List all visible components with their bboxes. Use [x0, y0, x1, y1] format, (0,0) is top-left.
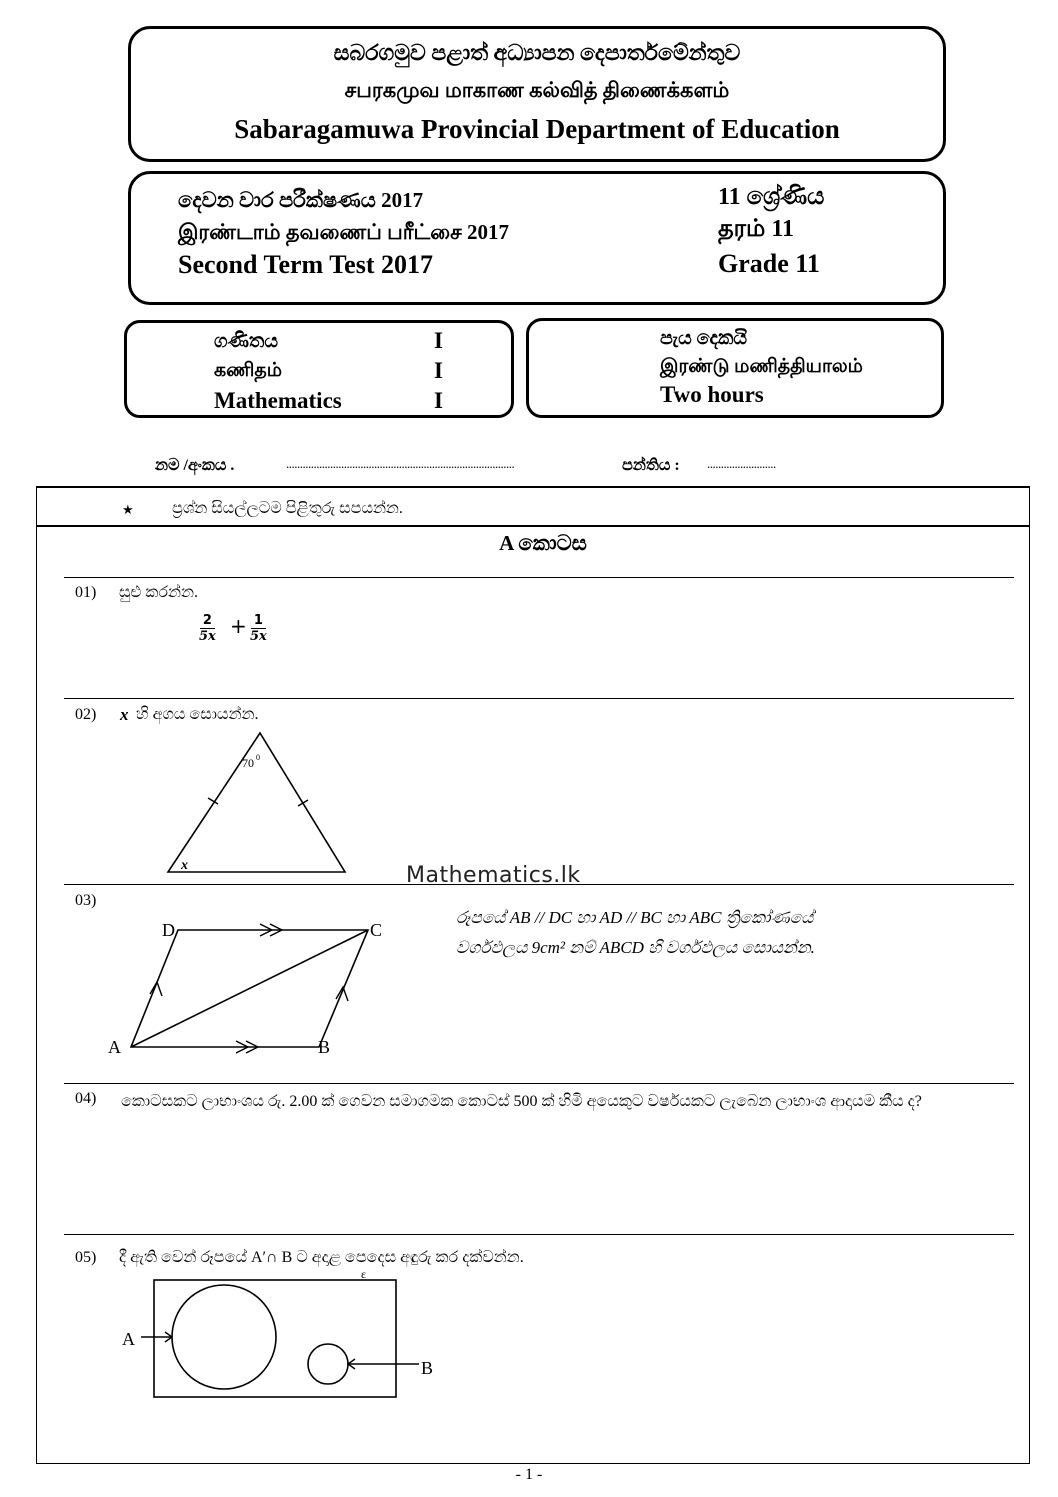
subject-paper-tamil: I: [434, 358, 443, 383]
q3-label-c: C: [370, 920, 383, 940]
q1-fraction-2: [250, 613, 267, 645]
q5-text: දී ඇති වෙන් රූපයේ A′∩ B ට අදාළ පෙදෙස අඳුරු කර දක්වන්න.: [119, 1249, 524, 1266]
q5-set-a: [172, 1285, 276, 1389]
instruction-bottom-rule: [36, 525, 1030, 527]
q4-top-rule: [64, 1083, 1014, 1084]
q3-number: 03): [75, 892, 97, 909]
term-sinhala: දෙවන වාර පරීක්ෂණය 2017: [178, 188, 424, 212]
q1-number: 01): [75, 584, 97, 601]
q2-text: හි අගය සොයන්න.: [136, 706, 259, 723]
q1-frac1-numerator: 2: [200, 613, 215, 629]
q5-label-a: A: [122, 1329, 135, 1349]
grade-tamil: தரம் 11: [718, 216, 795, 242]
q2-equal-mark-right: [298, 800, 308, 806]
q3-diagonal-ac: [131, 930, 368, 1047]
dept-english: Sabaragamuwa Provincial Department of Education: [234, 114, 840, 144]
class-label: පන්තිය :: [622, 457, 680, 474]
q1-frac2-denominator: 5x: [250, 629, 267, 644]
q2-angle-label: 70: [242, 756, 254, 770]
q1-top-rule: [64, 577, 1014, 578]
subject-name-sinhala: ගණිතය: [214, 331, 279, 352]
subject-name-english: Mathematics: [214, 388, 342, 413]
duration-sinhala: පැය දෙකයි: [660, 328, 748, 349]
instruction-star: ★: [122, 502, 134, 517]
term-tamil: இரண்டாம் தவணைப் பரீட்சை 2017: [178, 220, 510, 244]
q5-label-b: B: [421, 1358, 434, 1378]
q2-variable: x: [120, 705, 129, 724]
q2-top-rule: [64, 698, 1014, 699]
q3-text-line2: වර්ගඵලය 9cm² නම් ABCD හි වර්ගඵලය සොයන්න.: [456, 938, 815, 957]
q1-plus: +: [230, 614, 247, 638]
q3-label-d: D: [162, 920, 175, 940]
q1-text: සුළු කරන්න.: [119, 584, 198, 601]
grade-english: Grade 11: [718, 249, 820, 278]
q3-label-a: A: [108, 1037, 121, 1057]
q2-number: 02): [75, 706, 97, 723]
name-label: නම /අංකය .: [155, 457, 235, 474]
q5-top-rule: [64, 1234, 1014, 1235]
q2-triangle-diagram: [160, 725, 360, 880]
q1-fraction-1: [199, 613, 216, 645]
q3-text-line1: රූපයේ AB // DC හා AD // BC හා ABC ත්‍රිකෝණයේ: [456, 908, 814, 927]
q3-label-b: B: [318, 1037, 331, 1057]
q5-set-b: [308, 1344, 348, 1384]
page-number: - 1 -: [515, 1466, 543, 1483]
q4-number: 04): [75, 1090, 97, 1107]
subject-name-tamil: கணிதம்: [214, 360, 283, 381]
subject-paper-sinhala: I: [434, 328, 443, 353]
q2-angle-degree: 0: [256, 753, 260, 762]
q3-parallelogram-diagram: [100, 912, 400, 1062]
q4-text: කොටසකට ලාභාංශය රු. 2.00 ක් ගෙවන සමාගමක කොටස් 500 ක් හිමි අයෙකුට වර්ෂයකට ලැබෙන ලාභාංශ ආදායම කීය ද?: [121, 1093, 922, 1110]
q1-frac1-denominator: 5x: [199, 629, 216, 644]
watermark: Mathematics.lk: [406, 863, 581, 888]
dept-tamil: சபரகமுவ மாகாண கல்வித் திணைக்களம்: [344, 78, 730, 102]
q5-universal-symbol: ε: [361, 1267, 367, 1281]
q5-venn-diagram: [115, 1266, 435, 1406]
q5-number: 05): [75, 1249, 97, 1266]
duration-english: Two hours: [660, 382, 764, 407]
instruction-text: ප්‍රශ්න සියල්ලටම පිළිතුරු සපයන්න.: [172, 500, 403, 517]
grade-sinhala: 11 ශ්‍රේණිය: [718, 184, 825, 210]
section-title: A කොටස: [499, 531, 587, 555]
q1-frac2-numerator: 1: [251, 613, 266, 629]
term-english: Second Term Test 2017: [178, 250, 433, 279]
dept-sinhala: සබරගමුව පළාත් අධ්‍යාපන දෙපාර්තමේන්තුව: [333, 40, 741, 65]
subject-paper-english: I: [434, 388, 443, 413]
instruction-top-rule: [36, 486, 1030, 488]
duration-tamil: இரண்டு மணித்தியாலம்: [660, 356, 863, 377]
q2-x-label: x: [181, 858, 188, 873]
name-field[interactable]: ...................................................................................: [286, 456, 515, 471]
class-field[interactable]: .........................: [707, 456, 776, 471]
